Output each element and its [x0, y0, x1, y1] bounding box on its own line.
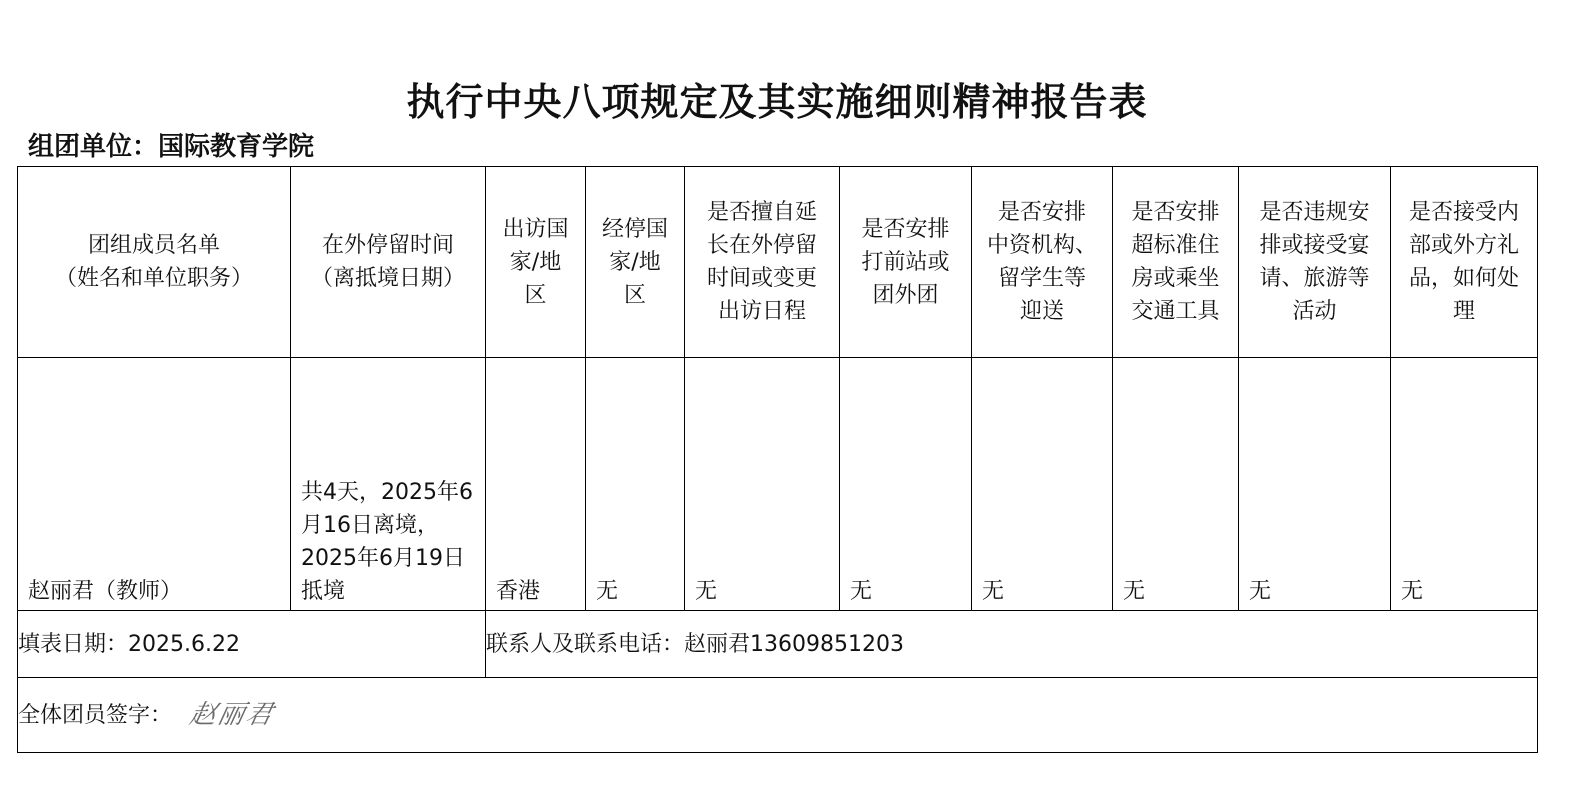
cell-stay: [291, 358, 486, 611]
footer-row-signature: [18, 678, 1538, 753]
contact-info: 联系人及联系电话：赵丽君13609851203: [486, 611, 1538, 678]
header-cell-transit-region: [586, 167, 685, 358]
header-cell-stay: [291, 167, 486, 358]
footer-row-date-contact: [18, 611, 1538, 678]
member-text: 赵丽君（教师）: [28, 579, 183, 604]
signature-line: [18, 699, 278, 732]
table-row: [18, 358, 1538, 611]
header-text: 是否安排 超标准住 房或乘坐 交通工具: [1131, 200, 1220, 324]
cell-member: [18, 358, 291, 611]
header-text: 是否擅自延 长在外停留 时间或变更 出访日程: [706, 200, 817, 324]
transit-region-text: 无: [596, 579, 619, 604]
header-cell-members: [18, 167, 291, 358]
fill-date: 填表日期：2025.6.22: [18, 611, 486, 678]
report-title: 执行中央八项规定及其实施细则精神报告表: [406, 80, 1148, 124]
report-table: [17, 166, 1538, 753]
signature-label: 全体团员签字：: [18, 702, 173, 728]
header-text: 经停国 家/地 区: [601, 216, 668, 308]
banquet-text: 无: [1249, 579, 1272, 604]
cell-transit-region: [586, 358, 685, 611]
cell-visit-region: [486, 358, 586, 611]
header-cell-visit-region: [486, 167, 586, 358]
header-row: [18, 167, 1538, 358]
advance-team-text: 无: [850, 579, 873, 604]
over-standard-text: 无: [1123, 579, 1146, 604]
cell-gifts: [1391, 358, 1538, 611]
stay-text: 共4天，2025年6月16日离境，2025年6月19日抵境: [301, 480, 473, 604]
header-text: 是否接受内 部或外方礼 品，如何处 理: [1408, 200, 1519, 324]
cell-reception: [972, 358, 1113, 611]
signature-cell: [18, 678, 1538, 753]
header-text: 是否违规安 排或接受宴 请、旅游等 活动: [1259, 200, 1370, 324]
header-cell-advance-team: [840, 167, 972, 358]
header-cell-banquet: [1239, 167, 1391, 358]
reception-text: 无: [982, 579, 1005, 604]
header-text: 是否安排 打前站或 团外团: [861, 216, 950, 308]
extend-text: 无: [695, 579, 718, 604]
header-cell-gifts: [1391, 167, 1538, 358]
header-text: 团组成员名单 （姓名和单位职务）: [54, 233, 253, 291]
header-cell-reception: [972, 167, 1113, 358]
visit-region-text: 香港: [496, 579, 541, 604]
organizer-label: 组团单位：国际教育学院: [28, 132, 315, 162]
handwritten-signature: 赵丽君: [186, 699, 278, 730]
cell-banquet: [1239, 358, 1391, 611]
header-text: 出访国 家/地 区: [502, 216, 569, 308]
header-text: 在外停留时间 （离抵境日期）: [310, 233, 465, 291]
header-text: 是否安排 中资机构、 留学生等 迎送: [986, 200, 1097, 324]
header-cell-over-standard: [1113, 167, 1239, 358]
cell-over-standard: [1113, 358, 1239, 611]
cell-advance-team: [840, 358, 972, 611]
header-cell-extend: [685, 167, 840, 358]
cell-extend: [685, 358, 840, 611]
gifts-text: 无: [1401, 579, 1424, 604]
